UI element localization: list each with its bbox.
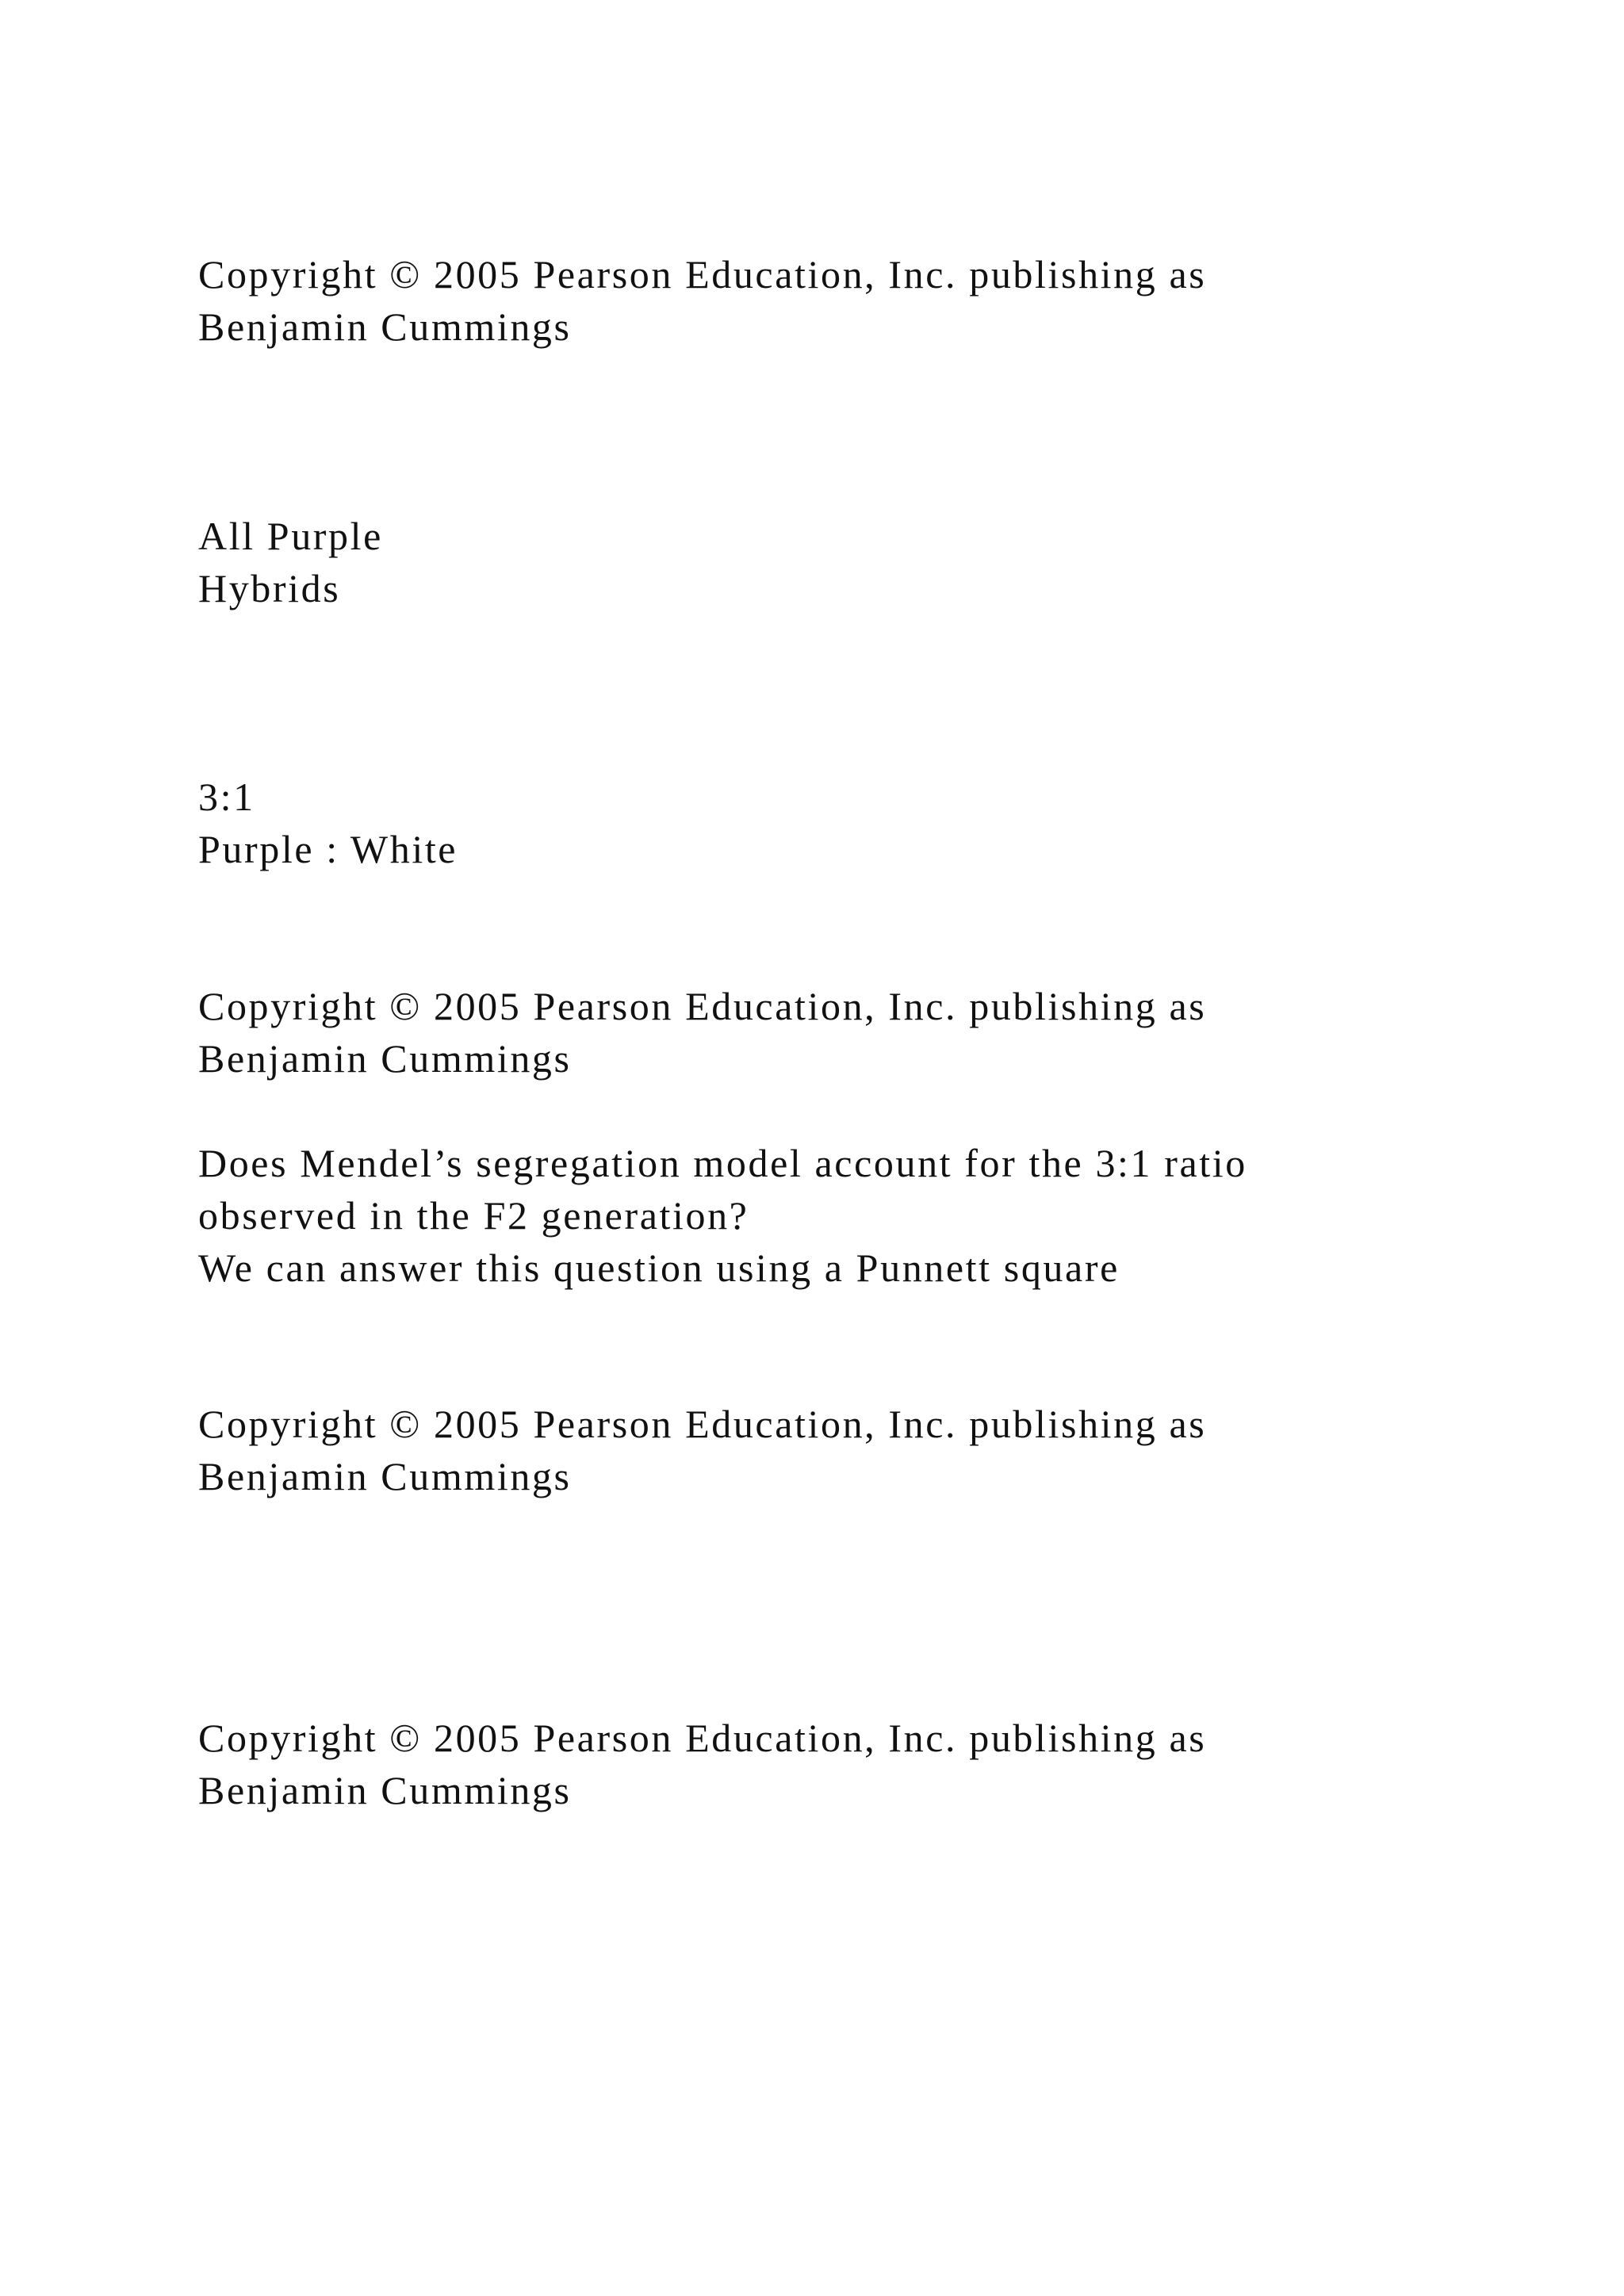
copyright-line: Benjamin Cummings bbox=[198, 1768, 572, 1812]
copyright-line: Copyright © 2005 Pearson Education, Inc. publishing as bbox=[198, 984, 1207, 1028]
copyright-line: Benjamin Cummings bbox=[198, 1036, 572, 1081]
question-line: observed in the F2 generation? bbox=[198, 1193, 749, 1238]
copyright-line: Benjamin Cummings bbox=[198, 304, 572, 349]
f1-result-line: Hybrids bbox=[198, 566, 341, 610]
question-line: We can answer this question using a Punnett square bbox=[198, 1246, 1120, 1290]
copyright-line: Copyright © 2005 Pearson Education, Inc. publishing as bbox=[198, 252, 1207, 297]
ratio-line: Purple : White bbox=[198, 827, 458, 871]
copyright-line: Copyright © 2005 Pearson Education, Inc. publishing as bbox=[198, 1716, 1207, 1760]
copyright-line: Benjamin Cummings bbox=[198, 1454, 572, 1498]
f1-result-line: All Purple bbox=[198, 514, 383, 558]
ratio-line: 3:1 bbox=[198, 775, 255, 819]
question-line: Does Mendel’s segregation model account for the 3:1 ratio bbox=[198, 1141, 1247, 1185]
copyright-line: Copyright © 2005 Pearson Education, Inc. publishing as bbox=[198, 1402, 1207, 1446]
